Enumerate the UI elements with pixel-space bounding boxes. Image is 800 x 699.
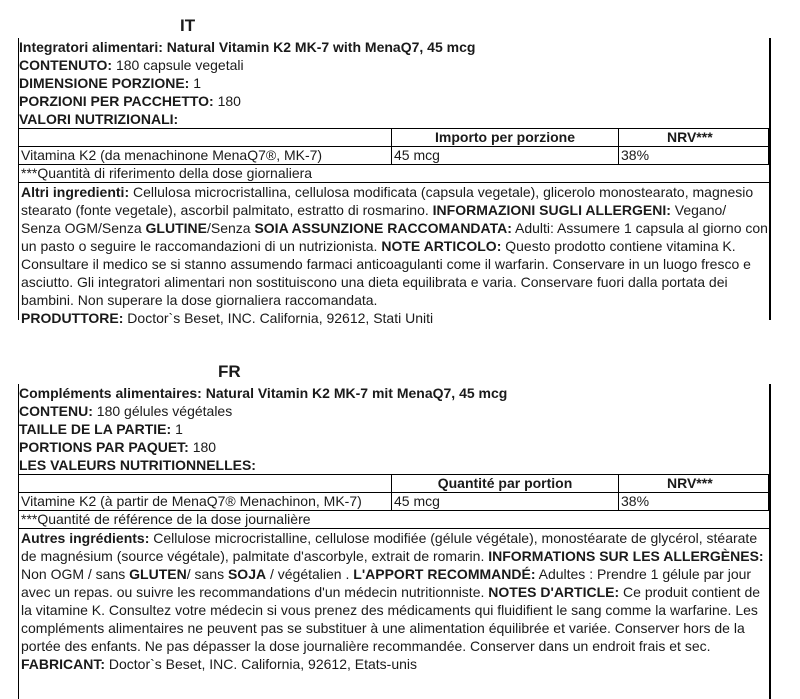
it-serving-value: 1 [189,75,202,91]
fr-allergen-text-3: / végétalien . [266,566,354,582]
fr-dose-label: L'APPORT RECOMMANDÉ: [353,566,536,582]
fr-notes-label: NOTES D'ARTICLE: [488,584,620,600]
fr-allergen-text-1: Non OGM / sans [21,566,130,582]
it-product-title: Integratori alimentari: Natural Vitamin K2 MK-7 with MenaQ7, 45 mcg [19,39,476,55]
it-allergen-text-2: /Senza [206,220,255,236]
fr-nutrient-nrv: 38% [619,493,769,511]
it-language-heading: IT [180,16,196,35]
fr-nrv-header: NRV*** [619,475,769,493]
fr-maker-label: FABRICANT: [21,656,105,672]
it-nutrition-heading: VALORI NUTRIZIONALI: [19,111,179,127]
fr-other-text: Cellulose microcristalline, cellulose modifiée (gélule végétale), monostéarate de glycérol, stéarate de magnésium (source végétale), palmitate d'ascorbyle, extrait de romarin. [21,530,758,564]
fr-allergen-text-2: / sans [186,566,228,582]
it-nutrient-name: Vitamina K2 (da menachinone MenaQ7®, MK-7) [19,147,392,165]
it-maker-label: PRODUTTORE: [21,310,124,326]
table-row [19,147,769,165]
it-other-label: Altri ingredienti: [21,184,130,200]
fr-dose-text: Adultes : Prendre 1 gélule par jour avec un repas. ou suivre les recommandations d'un médecin nutritionniste. [21,566,752,600]
fr-language-heading: FR [218,362,241,381]
table-header-row [19,475,769,493]
fr-soy-label: SOJA [227,566,267,582]
fr-contents-label: CONTENU: [19,403,93,419]
it-nutrient-amount: 45 mcg [392,147,619,165]
fr-amount-header: Quantité par portion [392,475,619,493]
it-servings-label: PORZIONI PER PACCHETTO: [19,93,214,109]
it-nutrition-table [19,128,769,165]
table-row [19,493,769,511]
fr-label-section [18,384,771,699]
it-contents-label: CONTENUTO: [19,57,113,73]
it-gluten-label: GLUTINE [145,220,207,236]
it-notes-text: Questo prodotto contiene vitamina K. Consultare il medico se si stanno assumendo farmaci anticoagulanti come il warfarin. Conservare in un luogo fresco e asciutto. Gli integratori alimentari non sostituiscono una dieta equilibrata e varia. Conservare fuori dalla portata dei bambini. Non superare la dose giornaliera raccomandata. [21,238,751,308]
it-nrv-header: NRV*** [619,129,769,147]
fr-gluten-label: GLUTEN [129,566,187,582]
it-servings-value: 180 [213,93,241,109]
it-allergen-label: INFORMAZIONI SUGLI ALLERGENI: [432,202,671,218]
fr-reference-note: ***Quantité de référence de la dose journalière [19,511,769,529]
fr-serving-label: TAILLE DE LA PARTIE: [19,421,172,437]
table-empty-cell [19,129,392,147]
fr-ingredients-paragraph [19,529,769,655]
it-allergen-text-1: Vegano/ Senza OGM/Senza [21,202,727,236]
fr-servings-label: PORTIONS PAR PAQUET: [19,439,189,455]
fr-product-title: Compléments alimentaires: Natural Vitamin K2 MK-7 mit MenaQ7, 45 mcg [19,385,508,401]
fr-servings-value: 180 [188,439,217,455]
it-other-text: Cellulosa microcristallina, cellulosa modificata (capsula vegetale), glicerolo monostearato, magnesio stearato (fonte vegetale), ascorbil palmitato, estratto di rosmarino. [21,184,754,218]
fr-other-label: Autres ingrédients: [21,530,150,546]
it-maker-value: Doctor`s Beset, INC. California, 92612, Stati Uniti [123,310,434,326]
it-dose-label: ASSUNZIONE RACCOMANDATA: [288,220,512,236]
it-nutrient-nrv: 38% [619,147,769,165]
fr-allergen-label: INFORMATIONS SUR LES ALLERGÈNES: [488,548,764,564]
it-label-section [18,38,771,326]
it-notes-label: NOTE ARTICOLO: [381,238,502,254]
table-header-row [19,129,769,147]
it-contents-value: 180 capsule vegetali [112,57,244,73]
fr-serving-value: 1 [171,421,183,437]
fr-nutrient-name: Vitamine K2 (à partir de MenaQ7® Menachinon, MK-7) [19,493,392,511]
fr-nutrition-heading: LES VALEURS NUTRITIONNELLES: [19,457,256,473]
it-serving-label: DIMENSIONE PORZIONE: [19,75,190,91]
it-amount-header: Importo per porzione [392,129,619,147]
it-dose-text: Adulti: Assumere 1 capsula al giorno con un pasto o seguire le raccomandazioni di un nutrizionista. [21,220,768,254]
it-ingredients-paragraph [19,183,769,309]
it-soy-label: SOIA [254,220,289,236]
fr-notes-text: Ce produit contient de la vitamine K. Consultez votre médecin si vous prenez des médicaments qui fluidifient le sang comme la warfarine. Les compléments alimentaires ne peuvent pas se substituer à une alimentation équilibrée et variée. Conserver hors de la portée des enfants. Ne pas dépasser la dose journalière recommandée. Conserver dans un endroit frais et sec. [21,584,761,654]
it-reference-note: ***Quantità di riferimento della dose giornaliera [19,165,769,183]
fr-nutrient-amount: 45 mcg [392,493,619,511]
fr-nutrition-table [19,474,769,511]
fr-maker-value: Doctor`s Beset, INC. California, 92612, Etats-unis [105,656,418,672]
fr-contents-value: 180 gélules végétales [92,403,233,419]
table-empty-cell [19,475,392,493]
